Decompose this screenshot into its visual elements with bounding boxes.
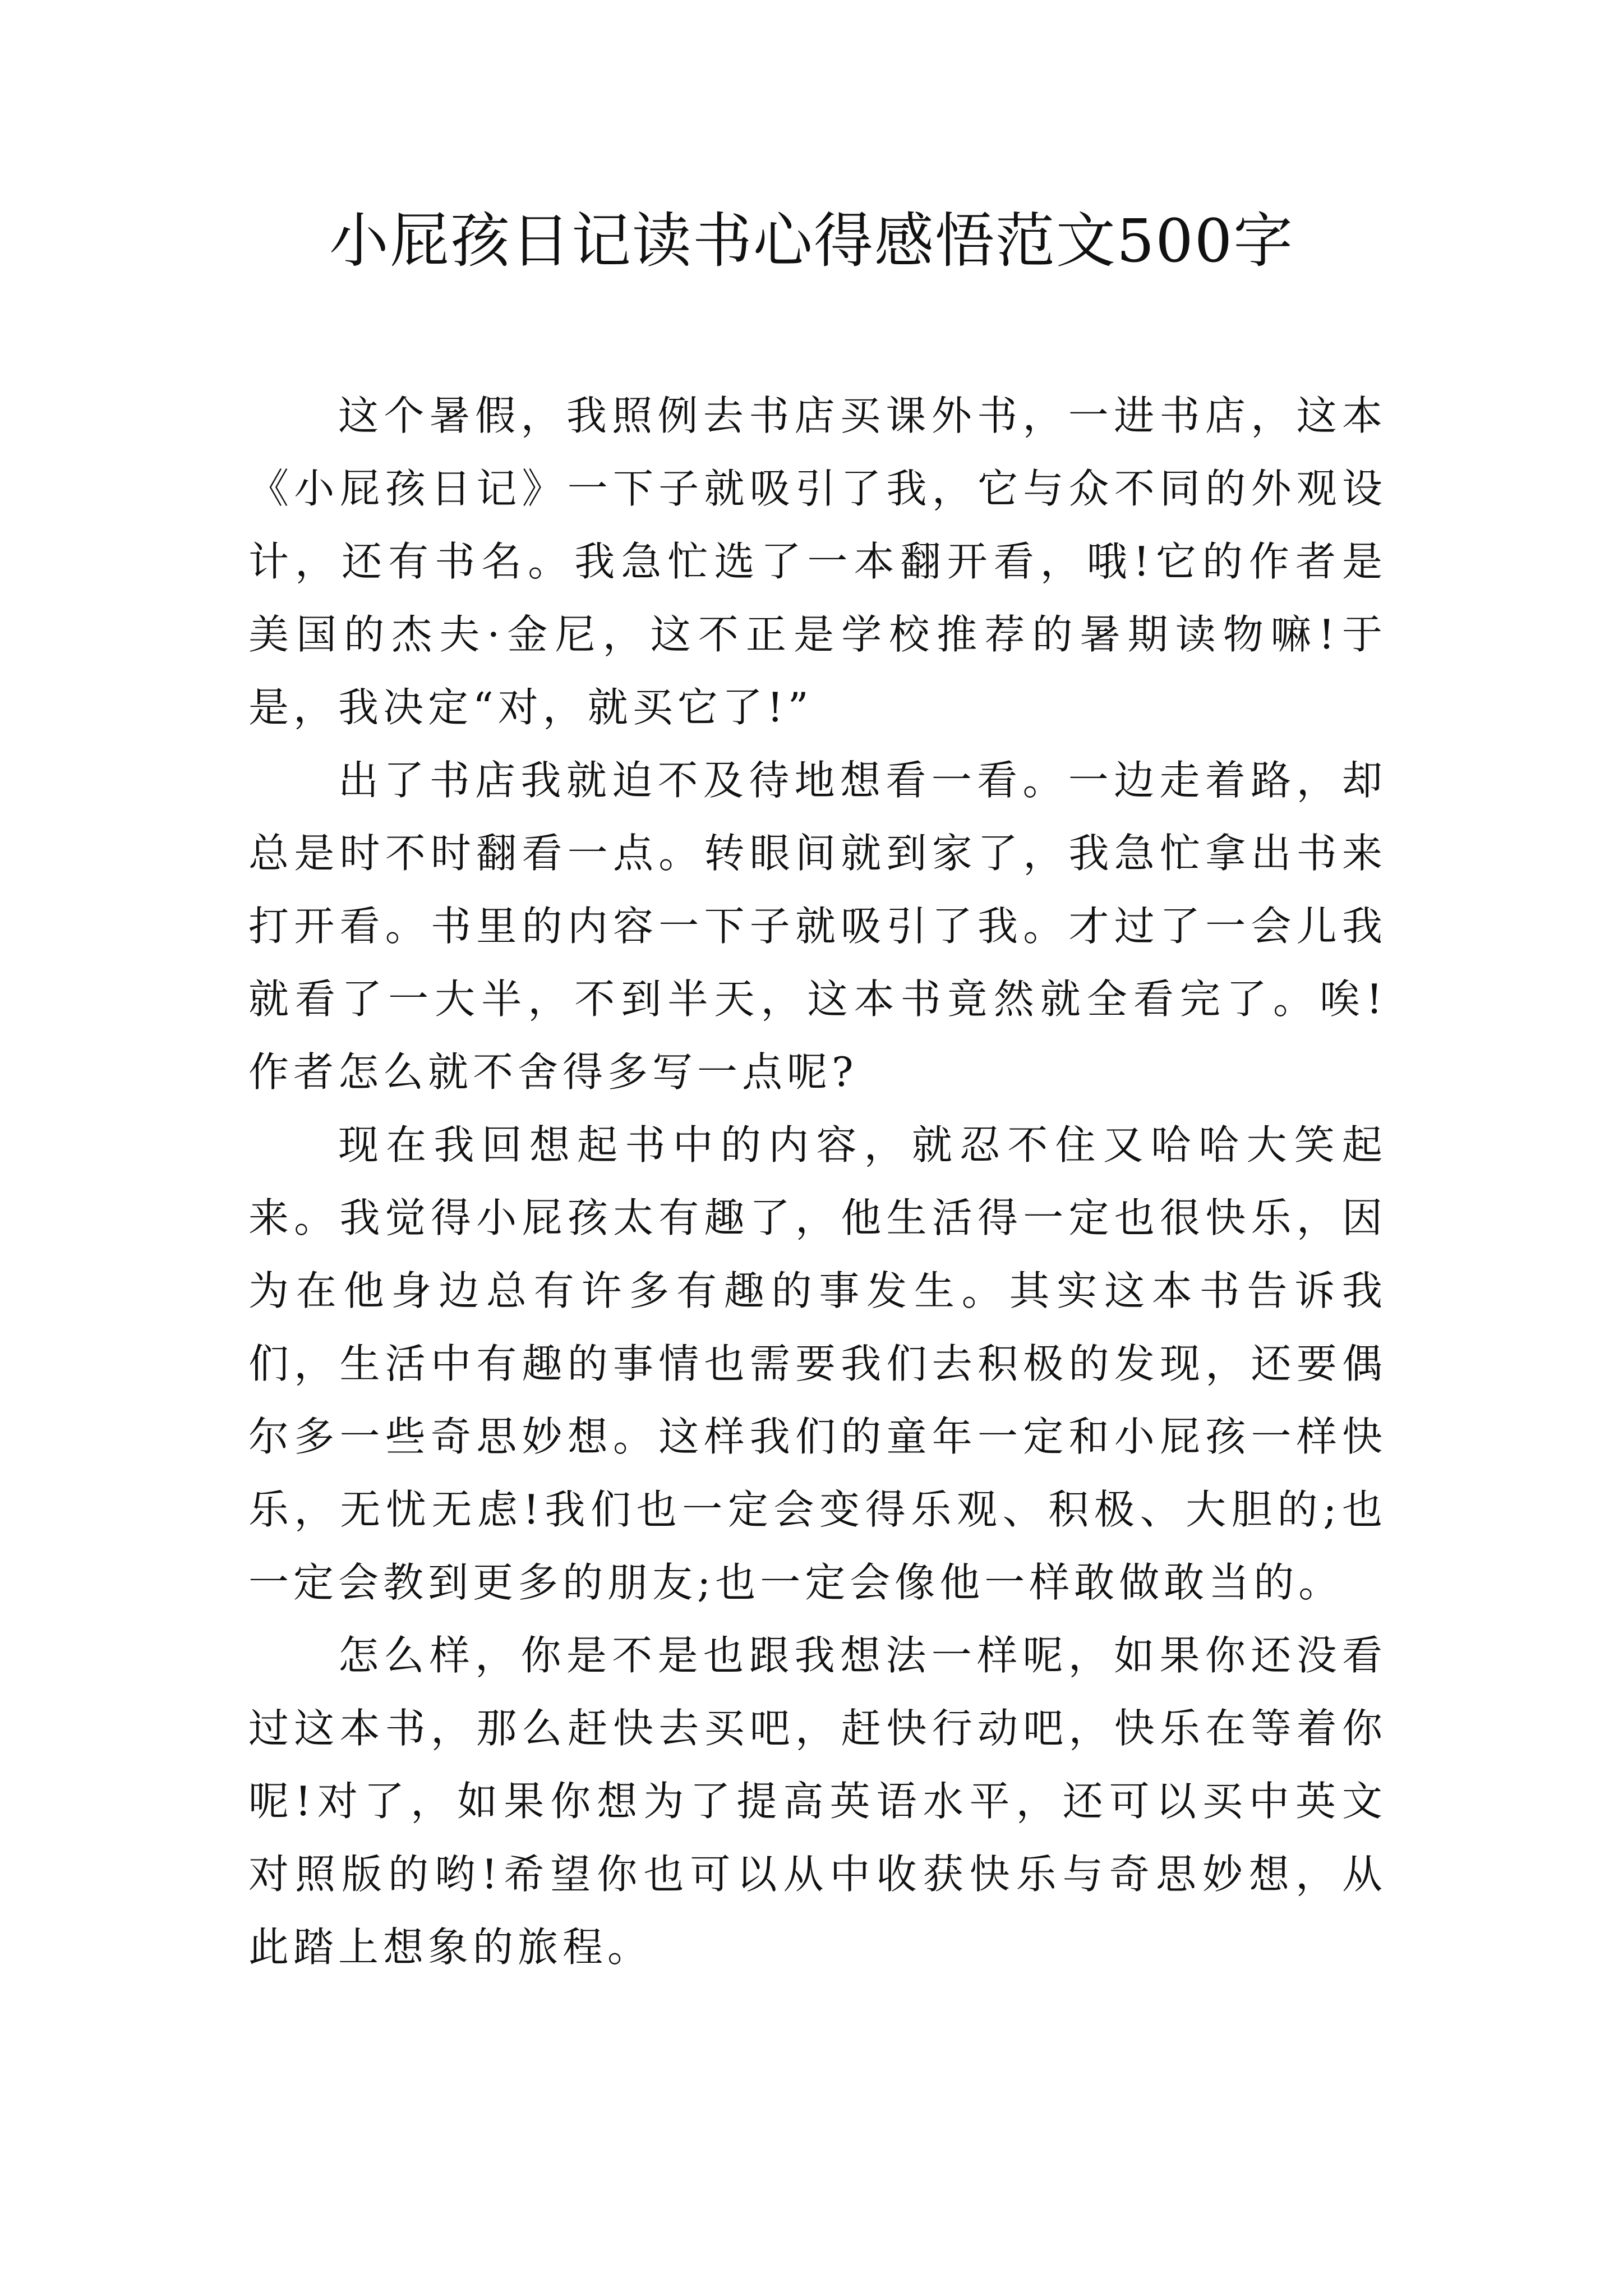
paragraph-2: 出了书店我就迫不及待地想看一看。一边走着路，却总是时不时翻看一点。转眼间就到家了，我急忙拿出书来打开看。书里的内容一下子就吸引了我。才过了一会儿我就看了一大半，不到半天，这本书竟然就全看完了。唉!作者怎么就不舍得多写一点呢? (248, 757, 1387, 1096)
paragraph-1: 这个暑假，我照例去书店买课外书，一进书店，这本《小屁孩日记》一下子就吸引了我，它与众不同的外观设计，还有书名。我急忙选了一本翻开看，哦!它的作者是美国的杰夫·金尼，这不正是学校推荐的暑期读物嘛!于是，我决定“对，就买它了!” (248, 392, 1387, 731)
page-title: 小屁孩日记读书心得感悟范文500字 (329, 206, 1294, 275)
paragraph-4: 怎么样，你是不是也跟我想法一样呢，如果你还没看过这本书，那么赶快去买吧，赶快行动吧，快乐在等着你呢!对了，如果你想为了提高英语水平，还可以买中英文对照版的哟!希望你也可以从中收获快乐与奇思妙想，从此踏上想象的旅程。 (248, 1632, 1387, 1971)
paragraph-3: 现在我回想起书中的内容，就忍不住又哈哈大笑起来。我觉得小屁孩太有趣了，他生活得一定也很快乐，因为在他身边总有许多有趣的事发生。其实这本书告诉我们，生活中有趣的事情也需要我们去积极的发现，还要偶尔多一些奇思妙想。这样我们的童年一定和小屁孩一样快乐，无忧无虑!我们也一定会变得乐观、积极、大胆的;也一定会教到更多的朋友;也一定会像他一样敢做敢当的。 (248, 1121, 1387, 1606)
document-body (248, 379, 1387, 1984)
